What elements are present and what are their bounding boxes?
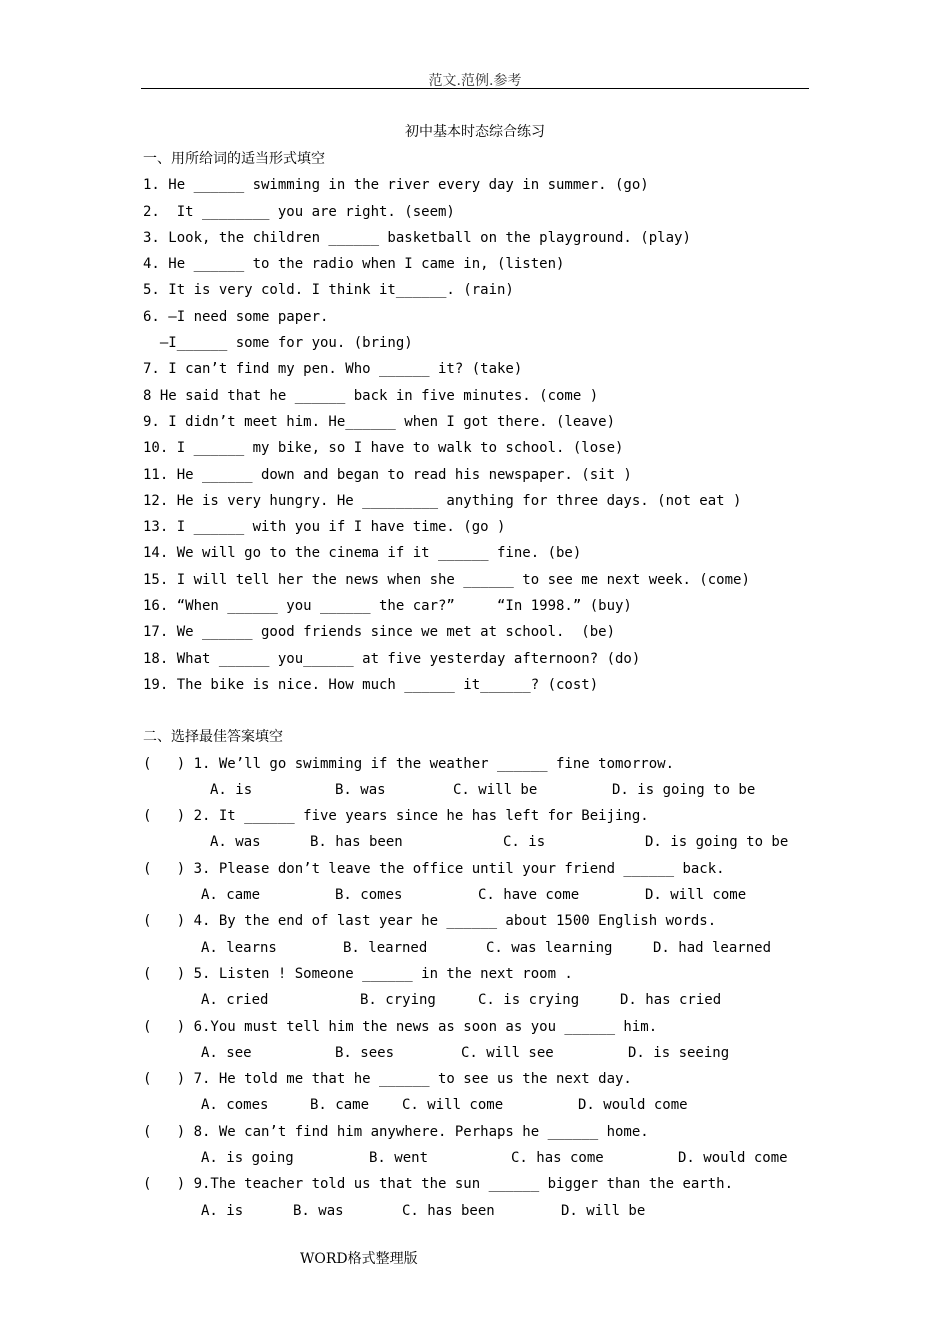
- fill-blank-item: 16. “When ______ you ______ the car?” “In 1998.” (buy): [143, 598, 632, 615]
- mc-option: A. is: [210, 781, 253, 798]
- mc-options-row: [143, 829, 823, 855]
- mc-question-stem: ( ) 8. We can’t find him anywhere. Perhaps he ______ home.: [143, 1123, 649, 1140]
- mc-options-row: [143, 1092, 823, 1118]
- mc-options-row: [143, 777, 823, 803]
- mc-option: B. sees: [335, 1044, 395, 1061]
- fill-blank-item: 12. He is very hungry. He _________ anything for three days. (not eat ): [143, 492, 742, 509]
- section2-questions: [143, 751, 823, 1224]
- mc-option: D. will be: [561, 1202, 646, 1219]
- mc-options-row: [143, 987, 823, 1013]
- fill-blank-item: 14. We will go to the cinema if it ______ fine. (be): [143, 545, 582, 562]
- document-body: [143, 146, 823, 1224]
- mc-option: B. went: [369, 1149, 429, 1166]
- mc-option: A. is: [201, 1202, 244, 1219]
- mc-option: C. have come: [478, 887, 580, 904]
- mc-option: D. will come: [645, 887, 747, 904]
- mc-option: B. crying: [360, 992, 436, 1009]
- mc-option: B. has been: [310, 834, 403, 851]
- mc-option: A. came: [201, 887, 261, 904]
- header-divider: [141, 88, 809, 89]
- page-header: 范文.范例.参考: [428, 73, 522, 89]
- fill-blank-item: 1. He ______ swimming in the river every day in summer. (go): [143, 177, 649, 194]
- mc-question-stem: ( ) 9.The teacher told us that the sun ______ bigger than the earth.: [143, 1176, 734, 1193]
- mc-question-stem: ( ) 7. He told me that he ______ to see us the next day.: [143, 1071, 632, 1088]
- mc-option: B. was: [293, 1202, 344, 1219]
- mc-option: C. has been: [402, 1202, 495, 1219]
- mc-option: D. is going to be: [612, 781, 756, 798]
- mc-option: C. will see: [461, 1044, 554, 1061]
- mc-question-stem: ( ) 6.You must tell him the news as soon as you ______ him.: [143, 1018, 658, 1035]
- fill-blank-item: 17. We ______ good friends since we met at school. (be): [143, 624, 616, 641]
- fill-blank-item: 6. —I need some paper.: [143, 308, 329, 325]
- fill-blank-item: 19. The bike is nice. How much ______ it______? (cost): [143, 676, 599, 693]
- mc-option: D. is going to be: [645, 834, 789, 851]
- mc-options-row: [143, 882, 823, 908]
- mc-option: A. see: [201, 1044, 252, 1061]
- mc-option: C. has come: [511, 1149, 604, 1166]
- fill-blank-item: 4. He ______ to the radio when I came in, (listen): [143, 256, 565, 273]
- fill-blank-item: 13. I ______ with you if I have time. (go ): [143, 519, 506, 536]
- section1-items: [143, 172, 823, 698]
- mc-question-stem: ( ) 1. We’ll go swimming if the weather ______ fine tomorrow.: [143, 755, 675, 772]
- mc-options-row: [143, 935, 823, 961]
- mc-options-row: [143, 1040, 823, 1066]
- mc-option: D. would come: [678, 1149, 788, 1166]
- mc-option: A. cried: [201, 992, 269, 1009]
- section2-heading: 二、选择最佳答案填空: [143, 729, 283, 746]
- mc-option: C. is: [503, 834, 546, 851]
- fill-blank-item: 8 He said that he ______ back in five minutes. (come ): [143, 387, 599, 404]
- mc-options-row: [143, 1198, 823, 1224]
- fill-blank-item: 7. I can’t find my pen. Who ______ it? (take): [143, 361, 523, 378]
- mc-option: D. had learned: [653, 939, 772, 956]
- fill-blank-item: 11. He ______ down and began to read his newspaper. (sit ): [143, 466, 632, 483]
- fill-blank-item: 9. I didn’t meet him. He______ when I got there. (leave): [143, 413, 616, 430]
- mc-option: C. is crying: [478, 992, 580, 1009]
- fill-blank-item: 15. I will tell her the news when she ______ to see me next week. (come): [143, 571, 750, 588]
- document-title: 初中基本时态综合练习: [405, 124, 545, 140]
- fill-blank-item: 5. It is very cold. I think it______. (rain): [143, 282, 514, 299]
- mc-option: C. will be: [453, 781, 538, 798]
- mc-option: A. comes: [201, 1097, 269, 1114]
- mc-question-stem: ( ) 5. Listen ! Someone ______ in the next room .: [143, 965, 573, 982]
- fill-blank-item: 3. Look, the children ______ basketball on the playground. (play): [143, 229, 691, 246]
- section-gap: [143, 698, 823, 724]
- fill-blank-item: 2. It ________ you are right. (seem): [143, 203, 455, 220]
- fill-blank-item: 10. I ______ my bike, so I have to walk to school. (lose): [143, 440, 624, 457]
- mc-option: B. comes: [335, 887, 403, 904]
- fill-blank-item: 18. What ______ you______ at five yesterday afternoon? (do): [143, 650, 641, 667]
- mc-option: B. learned: [343, 939, 428, 956]
- page-footer: WORD格式整理版: [300, 1251, 418, 1267]
- mc-option: D. is seeing: [628, 1044, 730, 1061]
- mc-option: A. learns: [201, 939, 277, 956]
- mc-option: C. will come: [402, 1097, 504, 1114]
- mc-option: B. came: [310, 1097, 370, 1114]
- mc-option: A. was: [210, 834, 261, 851]
- mc-option: C. was learning: [486, 939, 613, 956]
- mc-option: A. is going: [201, 1149, 294, 1166]
- mc-option: D. has cried: [620, 992, 722, 1009]
- mc-question-stem: ( ) 2. It ______ five years since he has left for Beijing.: [143, 808, 649, 825]
- mc-options-row: [143, 1145, 823, 1171]
- mc-option: D. would come: [578, 1097, 688, 1114]
- mc-question-stem: ( ) 4. By the end of last year he ______ about 1500 English words.: [143, 913, 717, 930]
- mc-option: B. was: [335, 781, 386, 798]
- section1-heading: 一、用所给词的适当形式填空: [143, 151, 325, 167]
- mc-question-stem: ( ) 3. Please don’t leave the office until your friend ______ back.: [143, 860, 725, 877]
- fill-blank-item: —I______ some for you. (bring): [143, 335, 413, 352]
